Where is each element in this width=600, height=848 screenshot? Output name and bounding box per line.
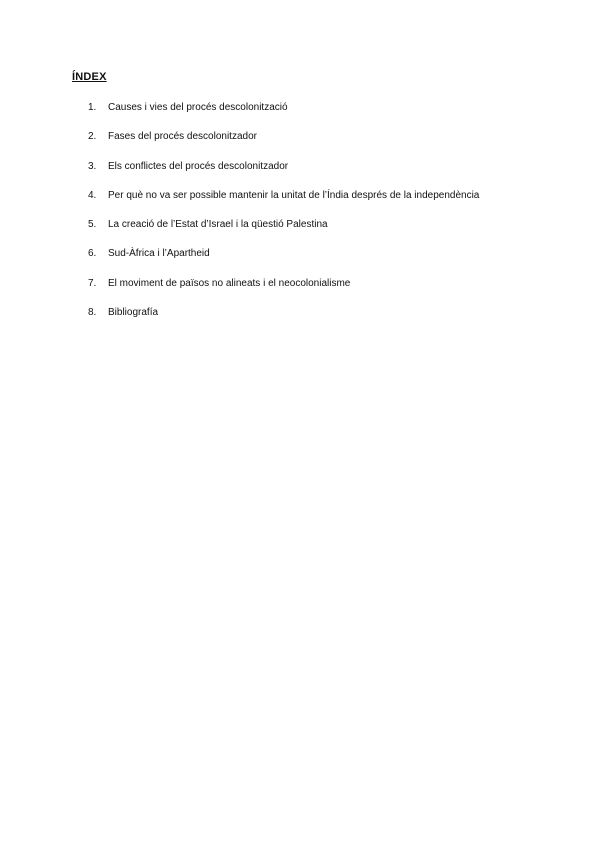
index-item-text: Els conflictes del procés descolonitzador xyxy=(108,160,289,172)
index-item-text: El moviment de països no alineats i el neocolonialisme xyxy=(108,277,351,289)
index-list xyxy=(88,101,479,335)
index-item-number: 8. xyxy=(88,307,97,319)
index-item-2 xyxy=(88,130,479,159)
index-item-text: La creació de l’Estat d’Israel i la qüestió Palestina xyxy=(108,219,328,231)
index-item-text: Bibliografía xyxy=(108,307,159,319)
index-item-number: 6. xyxy=(88,248,97,260)
index-item-text: Sud-Àfrica i l’Apartheid xyxy=(108,248,210,260)
index-item-number: 2. xyxy=(88,131,97,143)
index-title: ÍNDEX xyxy=(72,71,107,83)
index-item-number: 3. xyxy=(88,160,97,172)
index-item-text: Causes i vies del procés descolonització xyxy=(108,102,288,113)
index-item-4 xyxy=(88,189,479,218)
index-item-8 xyxy=(88,306,479,335)
index-item-5 xyxy=(88,218,479,247)
index-item-6 xyxy=(88,247,479,276)
index-item-number: 4. xyxy=(88,189,97,201)
index-item-3 xyxy=(88,160,479,189)
index-item-1 xyxy=(88,101,479,130)
index-item-7 xyxy=(88,277,479,306)
index-item-number: 1. xyxy=(88,102,97,113)
index-item-number: 5. xyxy=(88,219,97,231)
index-item-number: 7. xyxy=(88,277,97,289)
index-item-text: Per què no va ser possible mantenir la unitat de l’Índia després de la independència xyxy=(108,189,480,201)
index-item-text: Fases del procés descolonitzador xyxy=(108,131,257,143)
